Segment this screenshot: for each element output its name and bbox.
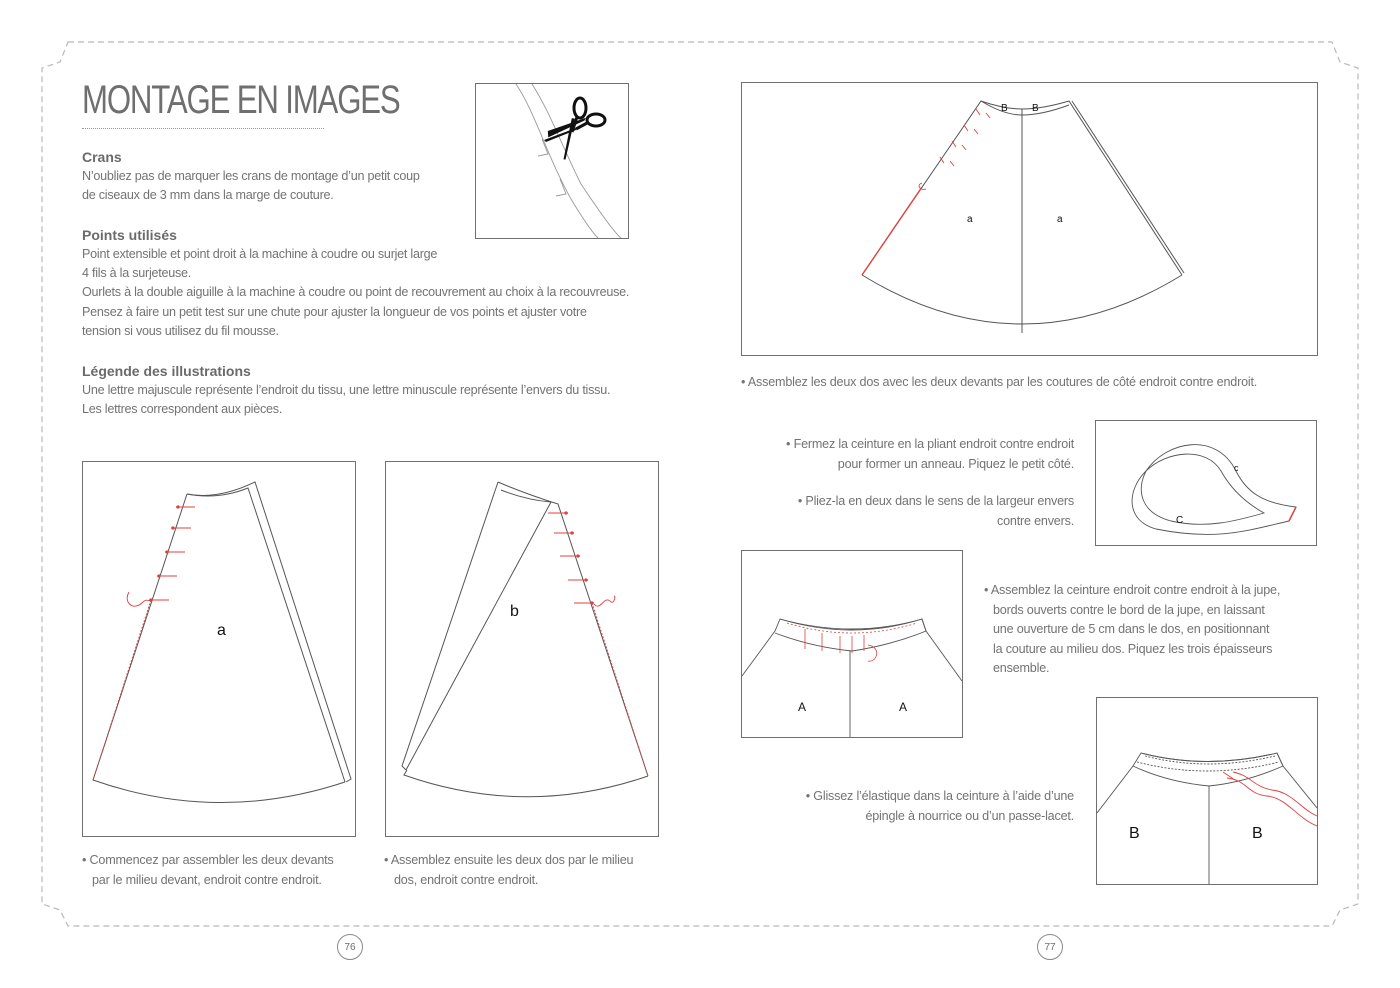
piece-label: a (967, 214, 973, 225)
illustration-notch-scissors (475, 83, 629, 239)
paragraph-line: tension si vous utilisez du fil mousse. (82, 323, 279, 338)
paragraph-line: N’oubliez pas de marquer les crans de montage d’un petit coup (82, 169, 420, 183)
piece-label: B (1252, 825, 1263, 842)
caption-side-seams: • Assemblez les deux dos avec les deux devants par les coutures de côté endroit contre endroit. (741, 375, 1258, 389)
piece-label: B (1001, 103, 1008, 114)
scissors-icon (544, 98, 605, 160)
bullet-icon: • (797, 494, 803, 508)
caption-back: • Assemblez ensuite les deux dos par le milieu dos, endroit contre endroit. (384, 853, 634, 887)
caption-front: • Commencez par assembler les deux devants par le milieu devant, endroit contre endroit. (82, 853, 334, 887)
paragraph-line: Les lettres correspondent aux pièces. (82, 402, 283, 417)
illustration-side-seams (741, 82, 1318, 356)
title-underline (82, 128, 324, 129)
piece-label: B (1129, 825, 1140, 842)
piece-label: B (1032, 103, 1039, 114)
page-number: 77 (1037, 934, 1063, 960)
section-heading: Points utilisés (82, 227, 177, 243)
caption-elastic: • Glissez l’élastique dans la ceinture à l’aide d’une épingle à nourrice ou d’un passe-lacet. (805, 789, 1074, 823)
page-title: MONTAGE EN IMAGES (82, 78, 400, 122)
caption-waistband-fold: • Pliez-la en deux dans le sens de la largeur envers contre envers. (797, 494, 1074, 528)
piece-label: A (899, 700, 908, 714)
paragraph-line: de ciseaux de 3 mm dans la marge de couture. (82, 188, 334, 203)
illustration-waistband-ring (1095, 420, 1317, 546)
paragraph-line: Ourlets à la double aiguille à la machine à coudre ou point de recouvrement au choix à la recouvreuse. (82, 285, 630, 300)
section-legende (82, 362, 610, 419)
illustration-back-panels (385, 461, 659, 837)
piece-label: A (798, 700, 807, 714)
caption-waistband-attach: • Assemblez la ceinture endroit contre endroit à la jupe, bords ouverts contre le bord de la jupe, en laissant une ouverture de 5 cm dans le dos, en positionnant la couture au milieu dos. Piquez les trois épaisseurs ensemble. (984, 583, 1281, 675)
bullet-icon: • (384, 853, 389, 867)
section-heading: Crans (82, 149, 122, 165)
caption-waistband-close: • Fermez la ceinture en la pliant endroit contre endroit pour former un anneau. Piquez le petit côté. (786, 437, 1074, 471)
illustration-front-panels (82, 461, 356, 837)
piece-label-b: b (510, 603, 519, 620)
illustration-elastic-insert (1096, 697, 1318, 885)
bullet-icon: • (741, 375, 746, 389)
section-heading: Légende des illustrations (82, 363, 251, 379)
piece-label-a: a (217, 622, 226, 639)
bullet-icon: • (984, 583, 989, 597)
bullet-icon: • (82, 853, 87, 867)
paragraph-line: Point extensible et point droit à la machine à coudre ou surjet large (82, 247, 438, 261)
piece-label: a (1057, 214, 1063, 225)
piece-label: C (1176, 515, 1184, 526)
bullet-icon: • (805, 789, 810, 803)
section-points-utilises (82, 226, 629, 341)
paragraph-line: 4 fils à la surjeteuse. (82, 266, 192, 281)
paragraph-line: Une lettre majuscule représente l’endroit du tissu, une lettre minuscule représente l’envers du tissu. (82, 383, 611, 397)
illustration-waistband-attach (741, 550, 963, 738)
bullet-icon: • (786, 437, 791, 451)
page-number: 76 (337, 934, 363, 960)
piece-label: c (1234, 463, 1239, 473)
paragraph-line: Pensez à faire un petit test sur une chute pour ajuster la longueur de vos points et ajuster votre (82, 304, 587, 319)
section-crans (82, 148, 420, 205)
